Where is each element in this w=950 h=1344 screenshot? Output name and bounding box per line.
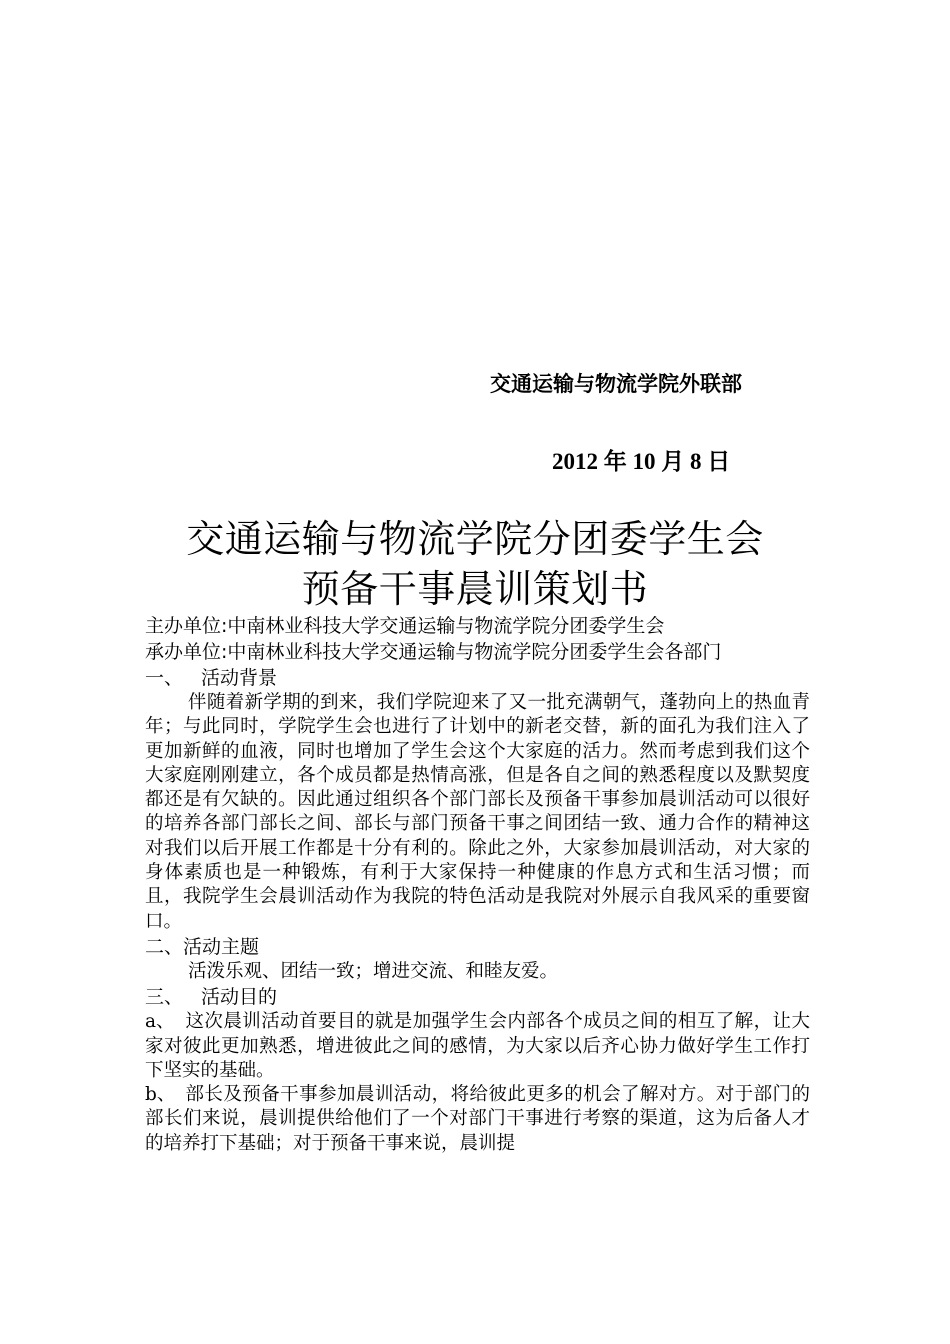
host-label: 主办单位: xyxy=(145,615,228,637)
organizer-value: 中南林业科技大学交通运输与物流学院分团委学生会各部门 xyxy=(227,641,722,663)
document-title xyxy=(120,514,830,614)
section-title: 活动主题 xyxy=(183,935,260,958)
organization-name: 交通运输与物流学院外联部 xyxy=(490,372,742,396)
organizer-row xyxy=(145,639,810,665)
purpose-item xyxy=(145,1083,810,1156)
item-marker: b、 xyxy=(145,1084,176,1106)
purpose-item xyxy=(145,1010,810,1083)
organizer-label: 承办单位: xyxy=(145,641,228,663)
item-marker: a、 xyxy=(145,1011,175,1033)
section-heading-theme xyxy=(145,934,810,960)
title-line-1: 交通运输与物流学院分团委学生会 xyxy=(186,517,764,561)
section-title: 活动目的 xyxy=(201,986,278,1009)
host-value: 中南林业科技大学交通运输与物流学院分团委学生会 xyxy=(227,615,665,637)
item-text: 这次晨训活动首要目的就是加强学生会内部各个成员之间的相互了解，让大家对彼此更加熟悉，增进彼此之间的感情，为大家以后齐心协力做好学生工作打下坚实的基础。 xyxy=(145,1011,810,1081)
title-line-2: 预备干事晨训策划书 xyxy=(301,567,649,611)
section-heading-background xyxy=(145,665,810,691)
section-number: 三、 xyxy=(145,986,184,1009)
document-body xyxy=(145,613,810,1156)
document-date: 2012 年 10 月 8 日 xyxy=(552,449,731,474)
item-text: 部长及预备干事参加晨训活动，将给彼此更多的机会了解对方。对于部门的部长们来说，晨训提供给他们了一个对部门干事进行考察的渠道，这为后备人才的培养打下基础；对于预备干事来说，晨训提 xyxy=(145,1084,810,1154)
section-number: 二、 xyxy=(145,935,184,958)
theme-paragraph: 活泼乐观、团结一致；增进交流、和睦友爱。 xyxy=(188,960,559,982)
section-heading-purpose xyxy=(145,984,810,1010)
section-number: 一、 xyxy=(145,667,184,689)
background-paragraph: 伴随着新学期的到来，我们学院迎来了又一批充满朝气，蓬勃向上的热血青年；与此同时，学院学生会也进行了计划中的新老交替，新的面孔为我们注入了更加新鲜的血液，同时也增加了学生会这个大家庭的活力。然而考虑到我们这个大家庭刚刚建立，各个成员都是热情高涨，但是各自之间的熟悉程度以及默契度都还是有欠缺的。因此通过组织各个部门部长及预备干事参加晨训活动可以很好的培养各部门部长之间、部长与部门预备干事之间团结一致、通力合作的精神这对我们以后开展工作都是十分有利的。除此之外，大家参加晨训活动，对大家的身体素质也是一种锻炼，有利于大家保持一种健康的作息方式和生活习惯；而且，我院学生会晨训活动作为我院的特色活动是我院对外展示自我风采的重要窗口。 xyxy=(145,692,810,932)
section-title: 活动背景 xyxy=(201,667,278,689)
host-row xyxy=(145,613,810,639)
